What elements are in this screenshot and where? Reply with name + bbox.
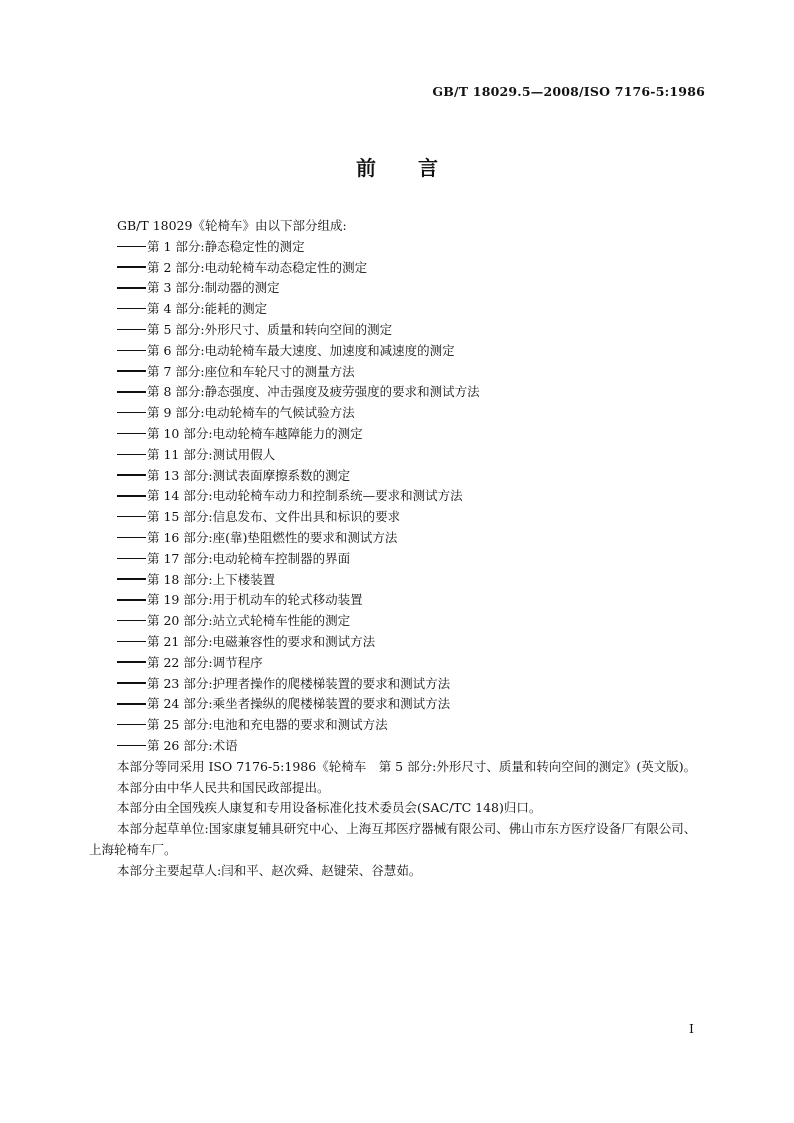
list-item: 第 18 部分:上下楼装置 [89, 570, 707, 591]
list-item: 第 6 部分:电动轮椅车最大速度、加速度和减速度的测定 [89, 341, 707, 362]
em-dash [117, 433, 146, 435]
proposer-paragraph: 本部分由中华人民共和国民政部提出。 [117, 779, 330, 795]
em-dash [117, 329, 146, 331]
list-item: 第 2 部分:电动轮椅车动态稳定性的测定 [89, 258, 707, 279]
drafters-paragraph: 本部分主要起草人:闫和平、赵次舜、赵键荣、谷慧茹。 [117, 862, 422, 878]
list-item: 第 17 部分:电动轮椅车控制器的界面 [89, 549, 707, 570]
em-dash [117, 370, 146, 372]
list-item: 第 11 部分:测试用假人 [89, 445, 707, 466]
em-dash [117, 246, 146, 248]
em-dash [117, 516, 146, 518]
em-dash [117, 308, 146, 310]
em-dash [117, 266, 146, 268]
list-item: 第 5 部分:外形尺寸、质量和转向空间的测定 [89, 320, 707, 341]
em-dash [117, 454, 146, 456]
list-item: 第 1 部分:静态稳定性的测定 [89, 237, 707, 258]
em-dash [117, 412, 146, 414]
document-body [89, 216, 707, 882]
list-item: 第 20 部分:站立式轮椅车性能的测定 [89, 611, 707, 632]
list-item: 第 7 部分:座位和车轮尺寸的测量方法 [89, 362, 707, 383]
em-dash [117, 661, 146, 663]
list-item: 第 15 部分:信息发布、文件出具和标识的要求 [89, 507, 707, 528]
list-item: 第 3 部分:制动器的测定 [89, 278, 707, 299]
list-item: 第 22 部分:调节程序 [89, 653, 707, 674]
list-item: 第 25 部分:电池和充电器的要求和测试方法 [89, 715, 707, 736]
list-item: 第 16 部分:座(靠)垫阻燃性的要求和测试方法 [89, 528, 707, 549]
list-item: 第 9 部分:电动轮椅车的气候试验方法 [89, 403, 707, 424]
page-number: I [689, 1021, 694, 1036]
em-dash [117, 620, 146, 622]
list-item: 第 23 部分:护理者操作的爬楼梯装置的要求和测试方法 [89, 674, 707, 695]
em-dash [117, 495, 146, 497]
em-dash [117, 558, 146, 560]
list-item: 第 14 部分:电动轮椅车动力和控制系统—要求和测试方法 [89, 486, 707, 507]
standard-code-header: GB/T 18029.5—2008/ISO 7176-5:1986 [432, 84, 705, 99]
parts-list [89, 237, 707, 757]
intro-line: GB/T 18029《轮椅车》由以下部分组成: [117, 218, 347, 233]
em-dash [117, 703, 146, 705]
em-dash [117, 599, 146, 601]
em-dash [117, 537, 146, 539]
list-item: 第 26 部分:术语 [89, 736, 707, 757]
em-dash [117, 578, 146, 580]
list-item: 第 19 部分:用于机动车的轮式移动装置 [89, 590, 707, 611]
em-dash [117, 350, 146, 352]
em-dash [117, 391, 146, 393]
em-dash [117, 287, 146, 289]
jurisdiction-paragraph: 本部分由全国残疾人康复和专用设备标准化技术委员会(SAC/TC 148)归口。 [117, 800, 542, 816]
em-dash [117, 745, 146, 747]
em-dash [117, 641, 146, 643]
list-item: 第 8 部分:静态强度、冲击强度及疲劳强度的要求和测试方法 [89, 382, 707, 403]
em-dash [117, 724, 146, 726]
list-item: 第 24 部分:乘坐者操纵的爬楼梯装置的要求和测试方法 [89, 694, 707, 715]
list-item: 第 13 部分:测试表面摩擦系数的测定 [89, 466, 707, 487]
em-dash [117, 474, 146, 476]
drafting-units-paragraph: 本部分起草单位:国家康复辅具研究中心、上海互邦医疗器械有限公司、佛山市东方医疗设备厂有限公司、上海轮椅车厂。 [89, 821, 697, 857]
list-item: 第 10 部分:电动轮椅车越障能力的测定 [89, 424, 707, 445]
list-item: 第 4 部分:能耗的测定 [89, 299, 707, 320]
list-item: 第 21 部分:电磁兼容性的要求和测试方法 [89, 632, 707, 653]
em-dash [117, 682, 146, 684]
adoption-paragraph: 本部分等同采用 ISO 7176-5:1986《轮椅车 第 5 部分:外形尺寸、质量和转向空间的测定》(英文版)。 [117, 758, 697, 774]
page-title: 前言 [356, 156, 480, 180]
